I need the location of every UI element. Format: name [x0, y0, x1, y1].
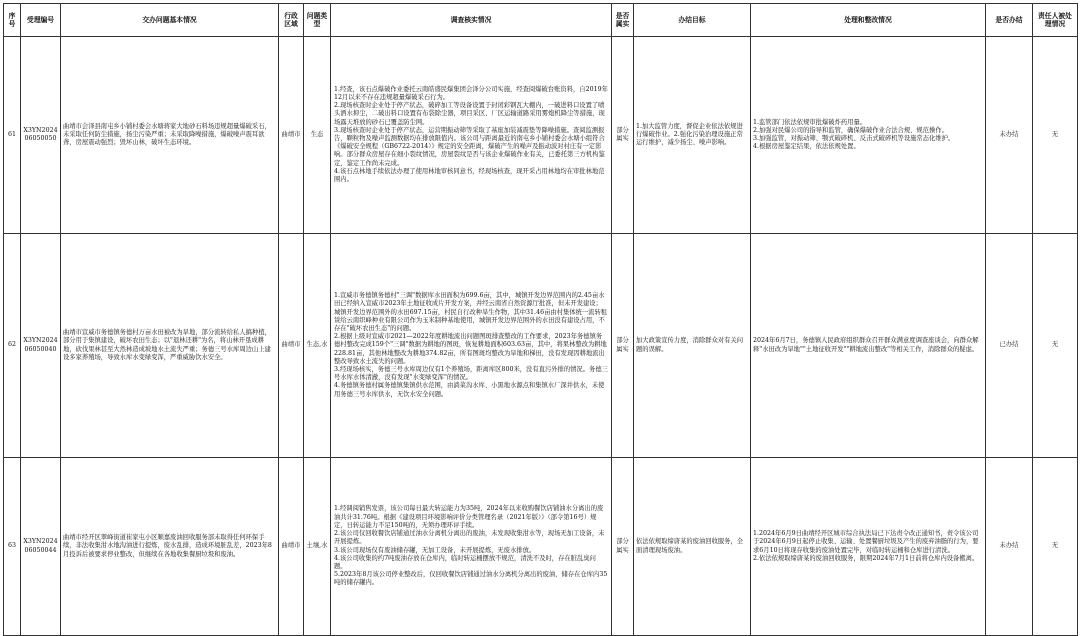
investigation-para: 1.经调阅销售发票，该公司每日最大转运能力为35吨，2024年以来收购餐饮店铺油水分离出的废油共计31.76吨。根据《建设项目环境影响评价分类管理名录（2021年版）》（部令第16号）规定，日转运能力不足150吨的，无须办理环评手续。	[334, 505, 604, 529]
cell-seq: 61	[4, 37, 21, 234]
header-investigation: 调查核实情况	[331, 4, 612, 37]
header-accountability: 责任人被处理情况	[1033, 4, 1078, 37]
investigation-para: 2.该公司仅回收餐饮店铺通过油水分离机分离出的废油，未发现收集泔水等，现场无加工设备，未开展提炼。	[334, 530, 605, 546]
header-verified: 是否属实	[612, 4, 634, 37]
header-type: 问题类型	[304, 4, 331, 37]
document-page	[3, 3, 1077, 626]
investigation-para: 3.现场核查时企业处于停产状态，运营期振动筛等采取了基座加装减震垫等降噪措施。查阅监测报告，颗粒物及噪声监测数据均在排放限值内。该公司与距离最近的南屯乡小铺村委会水塘小组符合《爆破安全规程（GB6722-2014）》规定的安全距离，爆破产生的噪声及振动波对村庄有一定影响。部分群众房屋存在细小裂纹情况，房屋裂纹是否与该企业爆破作业有关，已委托第三方机构鉴定，鉴定工作尚未完成。	[334, 126, 605, 167]
investigation-para: 3.该公司现场仅有废油储存罐，无加工设备，未开展提炼，无废水排放。	[334, 546, 536, 554]
investigation-para: 3.经现场核实，务德三号水库周边仅有1个养殖场，距离库区800米，没有直污外排的情况。务德三号水库水体清澈，没有发现"水变绿变浑"的情况。	[334, 366, 608, 382]
header-issue: 交办问题基本情况	[61, 4, 279, 37]
cell-issue: 曲靖市宣威市务德镇务德村万亩水田被改为旱地，部分流转给私人搞种植，部分用于集镇建设，破坏农田生态；以"退林还耕"为名，将山林开垦成耕地，砍伐果林甚至大然林造成坡地水土流失严重；务德三号水库周边山上建设多家养殖场，导致水库水变绿变浑，严重威胁饮水安全。	[61, 234, 279, 458]
cell-region: 曲靖市	[279, 458, 304, 636]
cell-goal: 加大政策宣传力度，消除群众对有关问题的误解。	[634, 234, 751, 458]
table-row	[4, 458, 1078, 636]
cell-seq: 62	[4, 234, 21, 458]
cell-accountability: 无	[1033, 234, 1078, 458]
cell-region: 曲靖市	[279, 234, 304, 458]
investigation-para: 5.2023年8月该公司停业整改后，仅回收餐饮店铺通过油水分离机分离出的废油，储存在仓库内35吨的储存罐内。	[334, 571, 608, 587]
cell-seq: 63	[4, 458, 21, 636]
cell-accountability: 无	[1033, 37, 1078, 234]
handling-para: 4.根据房屋鉴定结果，依法依规处置。	[753, 143, 860, 151]
cell-case-no: X3YN202406050050	[21, 37, 61, 234]
handling-para: 2.加强对民爆公司的指导和监管，确保爆破作业合法合规、规范操作。	[753, 126, 948, 134]
cell-accountability: 无	[1033, 458, 1078, 636]
header-goal: 办结目标	[634, 4, 751, 37]
handling-para: 1.2024年6月9日曲靖经开区城市综合执法局已下达责令改正通知书，责令该公司于2024年6月9日起停止收集、运输、处置餐厨垃圾及产生的废弃油脂的行为，要求6月10日将现存收集的废油处置完毕，对临时转运桶和仓库进行清洗。	[753, 530, 979, 554]
investigation-para: 1.宣威市务德镇务德村"三调"数据库水田面积为699.6亩，其中，城镇开发边界范围内的2.45亩水田已经纳入宣威市2023年土地征收成片开发方案，并经云南省自然资源厅批准，但未开发建设；城镇开发边界范围外的水田697.15亩，村民自行改种旱生作物，其中31.46亩由村集体统一流转租赁给云南织峰种业有限公司作为玉米制种基地使用，城镇开发边界范围外的水田没有建设占用，不存在"破坏农田生态"的问题。	[334, 292, 608, 332]
handling-para: 1.监管部门依法依规审批爆破炸药用量。	[753, 118, 867, 126]
cell-region: 曲靖市	[279, 37, 304, 234]
header-seq: 序号	[4, 4, 21, 37]
header-row	[4, 4, 1078, 37]
cell-handling	[751, 234, 986, 458]
cell-issue: 曲靖市会泽县南屯乡小铺村委会水塘蒋家大地砂石料场违规超量爆破采石，未采取任何防尘措施，扬尘污染严重；未采取降噪措施，爆破噪声震耳欲聋，房屋震动强烈；毁坏山林，破坏生态环境。	[61, 37, 279, 234]
cell-verified: 部分属实	[612, 458, 634, 636]
investigation-para: 2.根据上级对宣威市2021—2022年度耕地流出问题图斑排查整改的工作要求，2023年务德镇务德村整改完成159个"三调"数据为耕地的图斑，恢复耕地面积603.63亩，其中，将果林整改为耕地228.81亩，其他林地整改为耕地374.82亩，所有图斑均整改为旱地和梯田，没有发现因耕地流出整改导致水土流失的问题。	[334, 333, 607, 365]
cell-type: 生态	[304, 37, 331, 234]
cell-verified: 部分属实	[612, 37, 634, 234]
table-row	[4, 234, 1078, 458]
handling-para: 2.依法依规取缔唐某的废油回收服务，限期2024年7月1日前将仓库内设备搬离。	[753, 554, 979, 562]
header-handling: 处理和整改情况	[751, 4, 986, 37]
cell-case-no: X3YN202406050040	[21, 234, 61, 458]
cell-closed: 已办结	[986, 234, 1033, 458]
cell-goal: 依法依规取缔唐某的废油回收服务，全面清理现场废油。	[634, 458, 751, 636]
case-table	[3, 3, 1078, 636]
header-closed: 是否办结	[986, 4, 1033, 37]
cell-type: 土壤,水	[304, 458, 331, 636]
investigation-para: 4.该公司收集的约7吨废油存放在仓库内，临时转运桶摆放不规范，清洗不及时，存在脏乱臭问题。	[334, 554, 596, 570]
investigation-para: 4.务德镇务德村属务德镇集镇供水范围，由淌菜沟水库、小黑地水源点和集镇水厂深井供水，未使用务德三号水库供水，无饮水安全问题。	[334, 382, 605, 398]
cell-closed: 未办结	[986, 458, 1033, 636]
cell-investigation	[331, 234, 612, 458]
header-case-no: 受理编号	[21, 4, 61, 37]
cell-type: 生态,水	[304, 234, 331, 458]
cell-investigation	[331, 37, 612, 234]
cell-handling	[751, 458, 986, 636]
cell-closed: 未办结	[986, 37, 1033, 234]
cell-verified: 部分属实	[612, 234, 634, 458]
cell-handling	[751, 37, 986, 234]
cell-goal: 1.加大监管力度，督促企业依法依规进行爆破作业。2.强化污染治理设施正常运行维护，减少扬尘、噪声影响。	[634, 37, 751, 234]
investigation-para: 1.经查，该石点爆破作业委托云南皓盛民爆集团会泽分公司实施，经查阅爆破台账资料，自2019年12月以来不存在违规超量爆破采石行为。	[334, 85, 608, 101]
investigation-para: 2.现场核查时企业处于停产状态，破碎加工等设备设置于封闭彩钢瓦大棚内，一破进料口设置了喷头洒水抑尘，二破出料口设置有布袋除尘器，项目采区、厂区运输道路采用雾炮机降尘等措施，现场露天堆放的砂石已覆盖防尘网。	[334, 102, 605, 126]
cell-investigation	[331, 458, 612, 636]
table-row	[4, 37, 1078, 234]
handling-para: 2024年6月7日，务德镇人民政府组织群众召开群众满意度调查座谈会，向群众解释"水田改为旱地""土地征收开发""耕地流出整改"等相关工作，消除群众的疑虑。	[753, 337, 979, 353]
header-region: 行政区域	[279, 4, 304, 37]
investigation-para: 4.该石点林地手续依法办理了使用林地审核同意书，经现场核查，现开采占用林地均在审批林地范围内。	[334, 167, 605, 184]
cell-case-no: X3YN202406050044	[21, 458, 61, 636]
cell-issue: 曲靖市经开区翠峰街道崔家屯小区顺嘉废油回收服务部未取得任何环保手续，非法收集泔水地沟油进行提炼，废水乱排，造成环境脏乱差，2023年8月投诉后被要求停业整改，但继续在各地收集餐厨垃圾和废油。	[61, 458, 279, 636]
handling-para: 3.加强监管，对振动筛、颚式破碎机、反击式破碎机等设施常态化维护。	[753, 135, 955, 142]
